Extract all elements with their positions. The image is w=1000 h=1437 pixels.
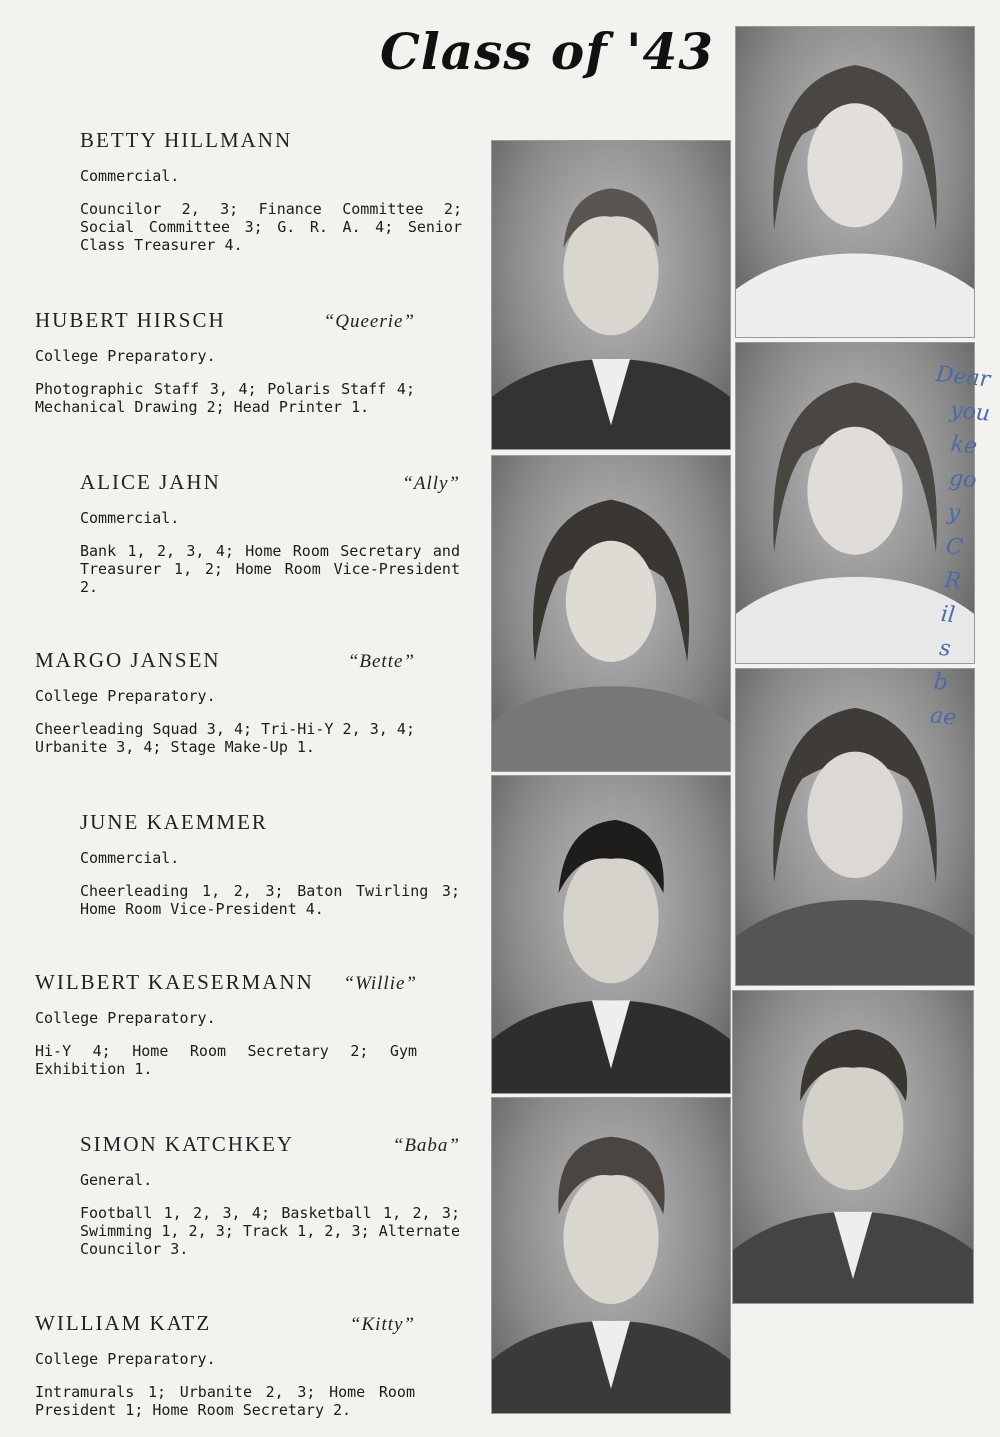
- student-course: College Preparatory.: [35, 687, 216, 705]
- handwriting-line: C: [944, 533, 965, 561]
- student-nickname: “Baba”: [392, 1135, 460, 1156]
- student-photo: [491, 775, 731, 1094]
- student-course: General.: [80, 1171, 153, 1189]
- handwriting-line: R: [943, 567, 963, 595]
- student-name: WILLIAM KATZ: [35, 1311, 212, 1335]
- student-name: JUNE KAEMMER: [80, 810, 268, 834]
- student-name-row: [80, 810, 460, 835]
- student-photo: [491, 1097, 731, 1414]
- handwriting-line: go: [947, 465, 978, 494]
- student-activities: Hi-Y 4; Home Room Secretary 2; Gym Exhibition 1.: [35, 1042, 417, 1078]
- student-course: College Preparatory.: [35, 1009, 216, 1027]
- student-activities: Photographic Staff 3, 4; Polaris Staff 4; Mechanical Drawing 2; Head Printer 1.: [35, 380, 415, 416]
- handwriting-line: ae: [928, 703, 958, 731]
- student-name-row: [80, 128, 462, 153]
- student-entry: [80, 128, 462, 254]
- student-entry: [80, 470, 460, 596]
- student-entry: [80, 810, 460, 918]
- student-entry: [35, 308, 415, 416]
- student-activities: Cheerleading Squad 3, 4; Tri-Hi-Y 2, 3, 4; Urbanite 3, 4; Stage Make-Up 1.: [35, 720, 415, 756]
- student-name: ALICE JAHN: [80, 470, 221, 494]
- student-name-row: [80, 470, 460, 495]
- student-name-row: [80, 1132, 460, 1157]
- student-entry: [35, 648, 415, 756]
- student-activities: Intramurals 1; Urbanite 2, 3; Home Room President 1; Home Room Secretary 2.: [35, 1383, 415, 1419]
- student-name: BETTY HILLMANN: [80, 128, 293, 152]
- student-course: College Preparatory.: [35, 347, 216, 365]
- student-activities: Councilor 2, 3; Finance Committee 2; Social Committee 3; G. R. A. 4; Senior Class Treasurer 4.: [80, 200, 462, 254]
- student-nickname: “Kitty”: [349, 1314, 415, 1335]
- handwriting-line: Dear: [934, 361, 992, 393]
- student-entry: [35, 1311, 415, 1419]
- student-name-row: [35, 648, 415, 673]
- student-activities: Football 1, 2, 3, 4; Basketball 1, 2, 3; Swimming 1, 2, 3; Track 1, 2, 3; Alternate Councilor 3.: [80, 1204, 460, 1258]
- student-photo: [491, 455, 731, 772]
- student-course: Commercial.: [80, 167, 180, 185]
- student-name: HUBERT HIRSCH: [35, 308, 226, 332]
- student-nickname: “Bette”: [347, 651, 415, 672]
- student-name: WILBERT KAESERMANN: [35, 970, 314, 994]
- student-photo: [491, 140, 731, 450]
- student-photo: [732, 990, 974, 1304]
- student-nickname: “Ally”: [402, 473, 460, 494]
- student-activities: Cheerleading 1, 2, 3; Baton Twirling 3; Home Room Vice-President 4.: [80, 882, 460, 918]
- student-course: College Preparatory.: [35, 1350, 216, 1368]
- student-course: Commercial.: [80, 509, 180, 527]
- handwriting-line: y: [946, 499, 962, 527]
- student-nickname: “Willie”: [343, 973, 417, 994]
- handwriting-line: ke: [949, 431, 979, 460]
- student-activities: Bank 1, 2, 3, 4; Home Room Secretary and Treasurer 1, 2; Home Room Vice-President 2.: [80, 542, 460, 596]
- handwriting-line: you: [949, 397, 992, 427]
- student-name-row: [35, 970, 417, 995]
- handwriting-line: s: [938, 635, 952, 662]
- student-course: Commercial.: [80, 849, 180, 867]
- page-title: Class of '43: [380, 22, 715, 81]
- student-name: SIMON KATCHKEY: [80, 1132, 295, 1156]
- student-name-row: [35, 308, 415, 333]
- handwriting-line: il: [939, 601, 957, 629]
- student-entry: [35, 970, 417, 1078]
- student-photo: [735, 26, 975, 338]
- student-nickname: “Queerie”: [323, 311, 415, 332]
- student-name: MARGO JANSEN: [35, 648, 221, 672]
- student-name-row: [35, 1311, 415, 1336]
- handwriting-line: b: [932, 669, 950, 696]
- student-entry: [80, 1132, 460, 1258]
